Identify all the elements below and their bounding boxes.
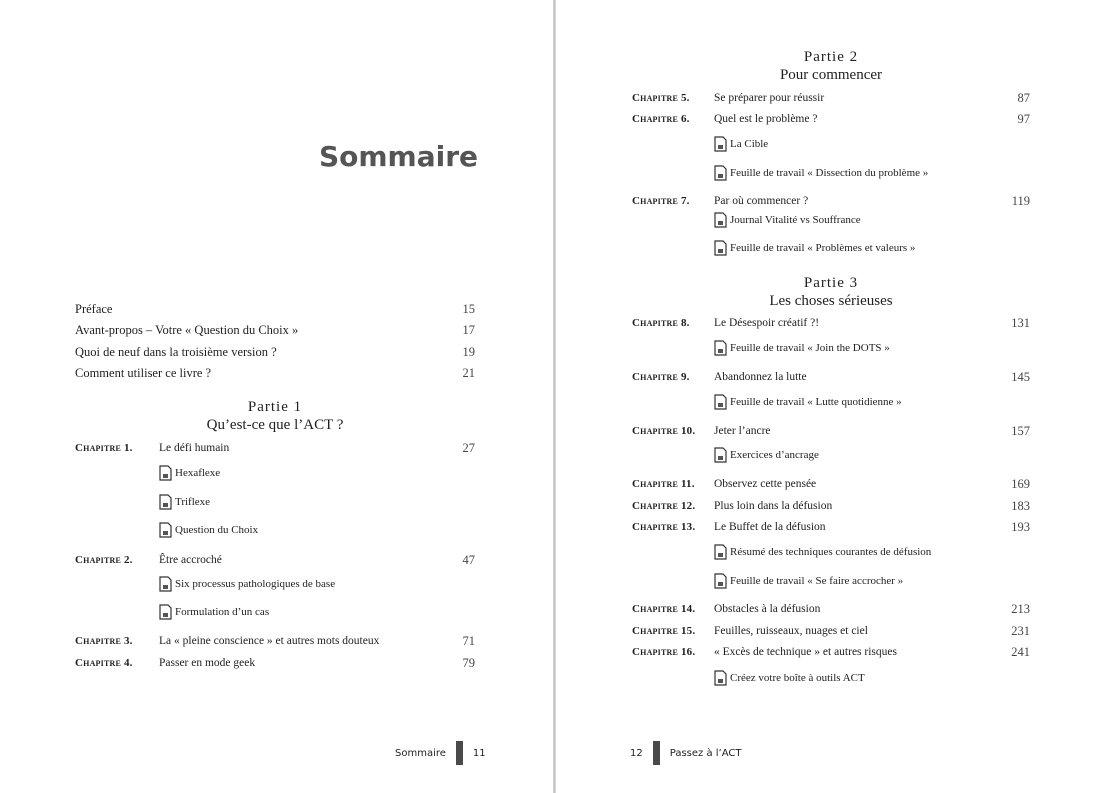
document-icon (159, 576, 172, 592)
document-icon (714, 670, 727, 686)
chapter-number: Chapitre 6. (632, 113, 690, 125)
chapter-page: 97 (1017, 112, 1030, 126)
chapter-number: Chapitre 16. (632, 646, 696, 658)
footer-bar (456, 741, 463, 765)
page-footer (395, 741, 486, 765)
part-number: Partie 2 (803, 49, 859, 65)
chapter-number: Chapitre 9. (632, 371, 690, 383)
part-number: Partie 1 (247, 399, 303, 415)
part-title: Qu’est-ce que l’ACT ? (206, 417, 344, 433)
resource-item[interactable] (159, 522, 258, 538)
part-2-heading (632, 48, 1030, 84)
resource-item[interactable] (714, 165, 928, 181)
document-icon (159, 604, 172, 620)
chapter-page: 145 (1011, 370, 1030, 384)
toc-entry-label: Comment utiliser ce livre ? (75, 366, 212, 380)
resource-label: Six processus pathologiques de base (175, 578, 336, 590)
resource-item[interactable] (159, 465, 220, 481)
resource-item[interactable] (159, 576, 335, 592)
left-page (0, 0, 553, 793)
document-icon (714, 394, 727, 410)
chapter-number: Chapitre 15. (632, 625, 696, 637)
chapter-page: 169 (1011, 477, 1030, 491)
footer-bar (653, 741, 660, 765)
chapter-page: 183 (1011, 499, 1030, 513)
resource-item[interactable] (714, 447, 819, 463)
chapter-title: Être accroché (159, 554, 222, 566)
chapter-title: Le défi humain (159, 442, 230, 454)
chapter-page: 157 (1011, 424, 1030, 438)
page-number: 11 (472, 747, 486, 759)
chapter-title: La « pleine conscience » et autres mots douteux (159, 635, 380, 647)
chapter-number: Chapitre 10. (632, 425, 696, 437)
toc-entry-page: 21 (462, 366, 475, 380)
part-3-heading (632, 274, 1030, 310)
part-title: Les choses sérieuses (769, 293, 893, 309)
resource-label: Triflexe (175, 496, 211, 508)
chapter-page: 27 (462, 441, 475, 455)
resource-label: Exercices d’ancrage (730, 449, 819, 461)
resource-label: Feuille de travail « Se faire accrocher » (730, 575, 904, 587)
page-title: Sommaire (318, 140, 478, 173)
resource-item[interactable] (159, 494, 210, 510)
resource-item[interactable] (714, 212, 861, 228)
chapter-number: Chapitre 4. (75, 657, 133, 669)
page-number: 12 (630, 747, 643, 759)
chapter-title: Se préparer pour réussir (714, 92, 825, 104)
chapter-title: Observez cette pensée (714, 478, 817, 490)
resource-label: Hexaflexe (175, 467, 221, 479)
chapter-number: Chapitre 12. (632, 500, 696, 512)
chapter-title: « Excès de technique » et autres risques (714, 646, 897, 658)
chapter-page: 87 (1017, 91, 1030, 105)
resource-label: Feuille de travail « Join the DOTS » (730, 342, 890, 354)
chapter-page: 71 (462, 634, 475, 648)
chapter-number: Chapitre 7. (632, 195, 690, 207)
running-head: Passez à l’ACT (669, 747, 742, 759)
resource-label: Créez votre boîte à outils ACT (730, 672, 865, 684)
document-icon (714, 573, 727, 589)
resource-item[interactable] (714, 544, 931, 560)
part-title: Pour commencer (779, 67, 883, 83)
resource-item[interactable] (714, 340, 890, 356)
chapter-page: 131 (1011, 316, 1030, 330)
part-1-heading (75, 398, 475, 434)
chapter-page: 47 (462, 553, 475, 567)
resource-label: Journal Vitalité vs Souffrance (730, 214, 861, 226)
resource-label: Résumé des techniques courantes de défusion (730, 546, 932, 558)
resource-label: Question du Choix (175, 524, 259, 536)
chapter-page: 79 (462, 656, 475, 670)
chapter-number: Chapitre 11. (632, 478, 695, 490)
chapter-page: 119 (1011, 194, 1030, 208)
chapter-page: 241 (1011, 645, 1030, 659)
running-head: Sommaire (395, 747, 446, 759)
toc-entry-page: 19 (462, 345, 475, 359)
chapter-title: Par où commencer ? (714, 195, 809, 207)
resource-item[interactable] (714, 394, 902, 410)
document-icon (714, 447, 727, 463)
chapter-title: Le Désespoir créatif ?! (714, 317, 820, 329)
page-footer (630, 741, 741, 765)
chapter-number: Chapitre 8. (632, 317, 690, 329)
document-icon (714, 165, 727, 181)
document-icon (714, 212, 727, 228)
resource-label: Feuille de travail « Lutte quotidienne » (730, 396, 902, 408)
resource-label: Formulation d’un cas (175, 606, 270, 618)
document-icon (159, 465, 172, 481)
part-number: Partie 3 (803, 275, 859, 291)
chapter-page: 213 (1011, 602, 1030, 616)
resource-label: Feuille de travail « Dissection du problème » (730, 167, 929, 179)
resource-item[interactable] (714, 240, 915, 256)
resource-item[interactable] (714, 573, 903, 589)
resource-item[interactable] (159, 604, 269, 620)
toc-entry-page: 15 (462, 302, 475, 316)
toc-entry-label: Préface (75, 302, 113, 316)
chapter-number: Chapitre 3. (75, 635, 133, 647)
chapter-title: Abandonnez la lutte (714, 371, 807, 383)
toc-entry-page: 17 (462, 323, 475, 337)
document-icon (159, 522, 172, 538)
chapter-number: Chapitre 2. (75, 554, 133, 566)
chapter-number: Chapitre 13. (632, 521, 696, 533)
resource-label: La Cible (730, 138, 769, 150)
document-icon (159, 494, 172, 510)
chapter-title: Quel est le problème ? (714, 113, 818, 125)
chapter-number: Chapitre 1. (75, 442, 133, 454)
right-page (556, 0, 1109, 793)
chapter-number: Chapitre 5. (632, 92, 690, 104)
chapter-page: 193 (1011, 520, 1030, 534)
document-icon (714, 136, 727, 152)
chapter-title: Passer en mode geek (159, 657, 256, 669)
resource-label: Feuille de travail « Problèmes et valeurs » (730, 242, 916, 254)
resource-item[interactable] (714, 136, 768, 152)
chapter-number: Chapitre 14. (632, 603, 696, 615)
document-icon (714, 240, 727, 256)
toc-entry-label: Quoi de neuf dans la troisième version ? (75, 345, 277, 359)
chapter-title: Feuilles, ruisseaux, nuages et ciel (714, 625, 868, 637)
resource-item[interactable] (714, 670, 865, 686)
chapter-title: Jeter l’ancre (714, 425, 771, 437)
chapter-title: Obstacles à la défusion (714, 603, 821, 615)
chapter-page: 231 (1011, 624, 1030, 638)
toc-entry-label: Avant-propos – Votre « Question du Choix » (75, 323, 299, 337)
document-icon (714, 340, 727, 356)
document-icon (714, 544, 727, 560)
chapter-title: Plus loin dans la défusion (714, 500, 833, 512)
chapter-title: Le Buffet de la défusion (714, 521, 826, 533)
